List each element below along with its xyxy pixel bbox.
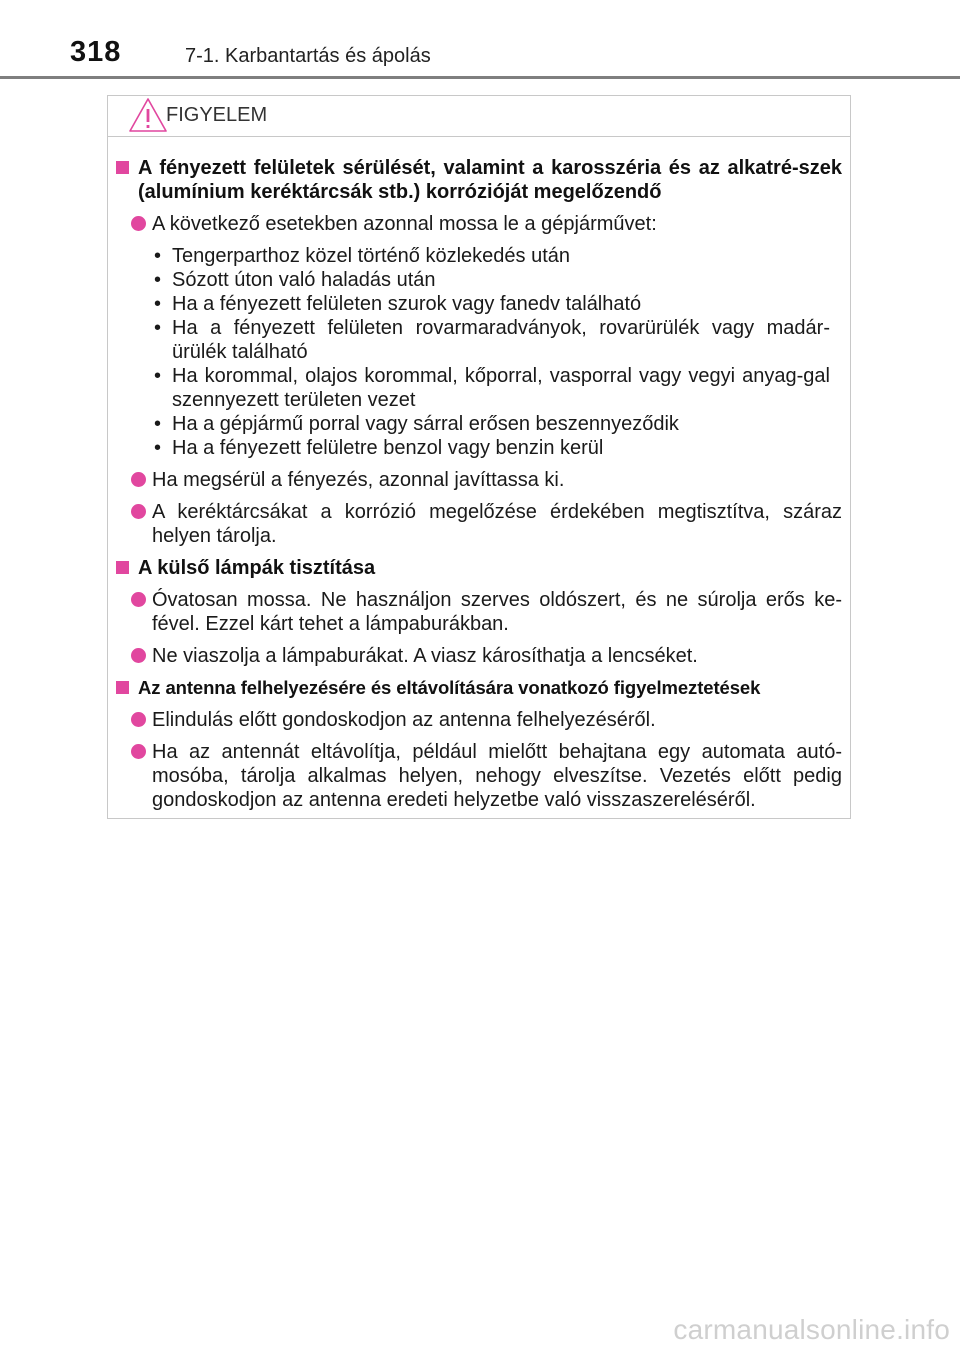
list-item-text: A keréktárcsákat a korrózió megelőzése érdekében megtisztítva, száraz helyen tárolja. — [152, 501, 842, 547]
square-bullet-icon — [116, 681, 129, 694]
section-heading-text: A fényezett felületek sérülését, valamint a karosszéria és az alkatré-szek (alumínium keréktárcsák stb.) korrózióját megelőzendő — [138, 157, 842, 203]
round-bullet-icon — [131, 648, 146, 663]
section-heading-lamp-cleaning — [116, 556, 842, 580]
sub-list-item-text: Ha a fényezett felületen rovarmaradványok, rovarürülék vagy madár-ürülék található — [172, 317, 830, 363]
sub-list-item: • Sózott úton való haladás után — [154, 269, 436, 291]
list-item-text: A következő esetekben azonnal mossa le a gépjárművet: — [152, 213, 657, 235]
sub-list — [116, 244, 842, 460]
round-bullet-icon — [131, 592, 146, 607]
list-item — [116, 644, 842, 668]
watermark: carmanualsonline.info — [673, 1314, 950, 1345]
warning-triangle-icon — [128, 97, 168, 138]
list-item-text: Elindulás előtt gondoskodjon az antenna felhelyezéséről. — [152, 709, 656, 731]
sub-list-item-text: Tengerparthoz közel történő közlekedés után — [172, 245, 571, 267]
list-item-text: Óvatosan mossa. Ne használjon szerves oldószert, és ne súrolja erős ke-fével. Ezzel kárt tehet a lámpaburákban. — [152, 589, 842, 635]
square-bullet-icon — [116, 161, 129, 174]
warning-header — [108, 96, 850, 137]
sub-list-item: • Ha a gépjármű porral vagy sárral erősen beszennyeződik — [154, 413, 679, 435]
section-heading-paint-protection — [116, 156, 842, 204]
sub-list-item: • Tengerparthoz közel történő közlekedés után — [154, 245, 571, 267]
section-heading-antenna — [116, 676, 842, 700]
list-item — [116, 708, 842, 732]
page-header — [0, 0, 960, 80]
header-divider — [0, 76, 960, 79]
round-bullet-icon — [131, 216, 146, 231]
round-bullet-icon — [131, 504, 146, 519]
list-item-text: Ne viaszolja a lámpaburákat. A viasz károsíthatja a lencséket. — [152, 645, 698, 667]
list-item — [116, 740, 842, 812]
list-item — [116, 588, 842, 636]
warning-label: FIGYELEM — [166, 104, 268, 126]
list-item — [116, 212, 842, 236]
sub-list-item: • Ha a fényezett felületen szurok vagy fanedv található — [154, 293, 642, 315]
list-item — [116, 500, 842, 548]
sub-list-item: • Ha korommal, olajos korommal, kőporral, vasporral vagy vegyi anyag-gal szennyezett területen vezet — [154, 365, 830, 411]
section-heading-text: A külső lámpák tisztítása — [138, 557, 376, 579]
round-bullet-icon — [131, 472, 146, 487]
sub-list-item-text: Ha a fényezett felületre benzol vagy benzin kerül — [172, 437, 604, 459]
sub-list-item-text: Sózott úton való haladás után — [172, 269, 436, 291]
sub-list-item-text: Ha a gépjármű porral vagy sárral erősen beszennyeződik — [172, 413, 679, 435]
page-number: 318 — [70, 36, 122, 68]
sub-list-item: • Ha a fényezett felületen rovarmaradványok, rovarürülék vagy madár-ürülék található — [154, 317, 830, 363]
sub-list-item-text: Ha a fényezett felületen szurok vagy fanedv található — [172, 293, 642, 315]
square-bullet-icon — [116, 561, 129, 574]
section-heading-text: Az antenna felhelyezésére és eltávolítására vonatkozó figyelmeztetések — [138, 677, 761, 698]
sub-list-item: • Ha a fényezett felületre benzol vagy benzin kerül — [154, 437, 604, 459]
list-item-text: Ha megsérül a fényezés, azonnal javíttassa ki. — [152, 469, 565, 491]
list-item — [116, 468, 842, 492]
sub-list-item-text: Ha korommal, olajos korommal, kőporral, vasporral vagy vegyi anyag-gal szennyezett területen vezet — [172, 365, 830, 411]
list-item-text: Ha az antennát eltávolítja, például mielőtt behajtana egy automata autó-mosóba, tárolja alkalmas helyen, nehogy elveszítse. Vezetés előtt pedig gondoskodjon az antenna eredeti helyzetbe való visszaszereléséről. — [152, 741, 842, 811]
warning-box — [107, 95, 851, 819]
round-bullet-icon — [131, 712, 146, 727]
warning-content — [108, 156, 850, 820]
round-bullet-icon — [131, 744, 146, 759]
section-title: 7-1. Karbantartás és ápolás — [185, 45, 431, 67]
